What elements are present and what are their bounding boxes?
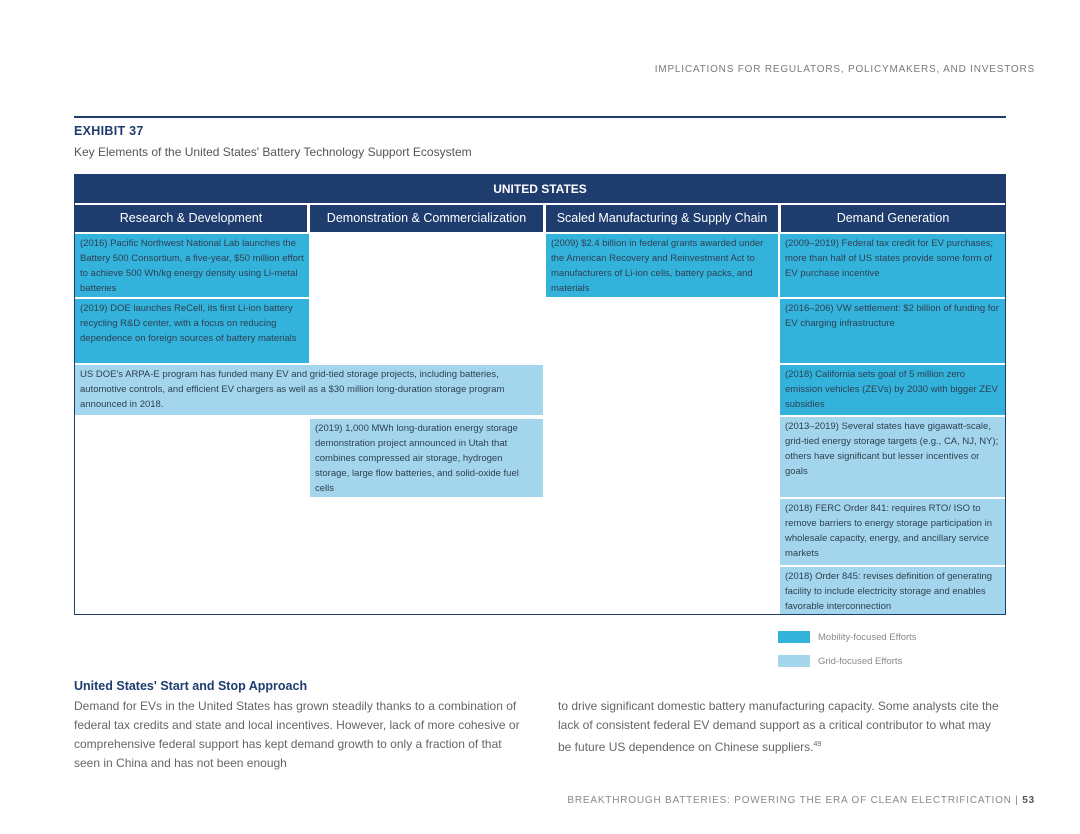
footer-title: BREAKTHROUGH BATTERIES: POWERING THE ERA OF CLEAN ELECTRIFICATION | — [567, 795, 1019, 806]
exhibit-subtitle: Key Elements of the United States' Battery Technology Support Ecosystem — [74, 145, 472, 159]
page-footer — [567, 795, 1035, 806]
exhibit-label: EXHIBIT 37 — [74, 124, 144, 138]
column-header-scaled-manufacturing: Scaled Manufacturing & Supply Chain — [546, 205, 778, 232]
body-column-right — [558, 697, 1006, 757]
cell-state-storage-targets: (2013–2019) Several states have gigawatt-scale, grid-tied energy storage targets (e.g., CA, NJ, NY); others have significant but lesser incentives or goals — [780, 417, 1005, 497]
column-header-research-development: Research & Development — [75, 205, 307, 232]
body-column-right-text: to drive significant domestic battery manufacturing capacity. Some analysts cite the lack of consistent federal EV demand support as a critical contributor to what may be future US dependence on Chinese suppliers. — [558, 699, 999, 754]
header-rule — [74, 116, 1006, 118]
cell-federal-tax-credit: (2009–2019) Federal tax credit for EV purchases; more than half of US states provide some form of EV purchase incentive — [780, 234, 1005, 297]
cell-ferc-841: (2018) FERC Order 841: requires RTO/ ISO to remove barriers to energy storage participation in wholesale capacity, energy, and ancillary service markets — [780, 499, 1005, 565]
legend-swatch-grid — [778, 655, 810, 667]
running-header: IMPLICATIONS FOR REGULATORS, POLICYMAKERS, AND INVESTORS — [654, 64, 1035, 75]
ecosystem-table — [74, 174, 1006, 615]
cell-battery-500: (2016) Pacific Northwest National Lab launches the Battery 500 Consortium, a five-year, $50 million effort to achieve 500 Wh/kg energy density using Li-metal batteries — [75, 234, 309, 297]
cell-utah-storage: (2019) 1,000 MWh long-duration energy storage demonstration project announced in Utah that combines compressed air storage, hydrogen storage, large flow batteries, and solid-oxide fuel cells — [310, 419, 543, 497]
cell-order-845: (2018) Order 845: revises definition of generating facility to include electricity storage and enables favorable interconnection — [780, 567, 1005, 614]
footnote-reference: 49 — [813, 741, 822, 748]
table-title: UNITED STATES — [75, 175, 1005, 203]
column-header-demand-generation: Demand Generation — [781, 205, 1005, 232]
body-column-left: Demand for EVs in the United States has grown steadily thanks to a combination of federal tax credits and state and local incentives. However, lack of more cohesive or comprehensive federal support has kept demand growth to only a fraction of that seen in China and has not been enough — [74, 699, 520, 770]
cell-california-zev: (2018) California sets goal of 5 million zero emission vehicles (ZEVs) by 2030 with bigger ZEV subsidies — [780, 365, 1005, 415]
legend-swatch-mobility — [778, 631, 810, 643]
cell-arra-grants: (2009) $2.4 billion in federal grants awarded under the American Recovery and Reinvestment Act to manufacturers of Li-ion cells, battery packs, and materials — [546, 234, 778, 297]
cell-vw-settlement: (2016–206) VW settlement: $2 billion of funding for EV charging infrastructure — [780, 299, 1005, 363]
column-header-demonstration-commercialization: Demonstration & Commercialization — [310, 205, 543, 232]
cell-arpa-e: US DOE's ARPA-E program has funded many EV and grid-tied storage projects, including batteries, automotive controls, and efficient EV chargers as well as a $30 million long-duration storage program announced in 2018. — [75, 365, 543, 415]
legend-label-mobility: Mobility-focused Efforts — [818, 632, 917, 643]
section-heading: United States' Start and Stop Approach — [74, 679, 308, 693]
legend-label-grid: Grid-focused Efforts — [818, 656, 903, 667]
cell-recell: (2019) DOE launches ReCell, its first Li-ion battery recycling R&D center, with a focus on reducing dependence on foreign sources of battery materials — [75, 299, 309, 363]
page-number: 53 — [1022, 795, 1035, 806]
